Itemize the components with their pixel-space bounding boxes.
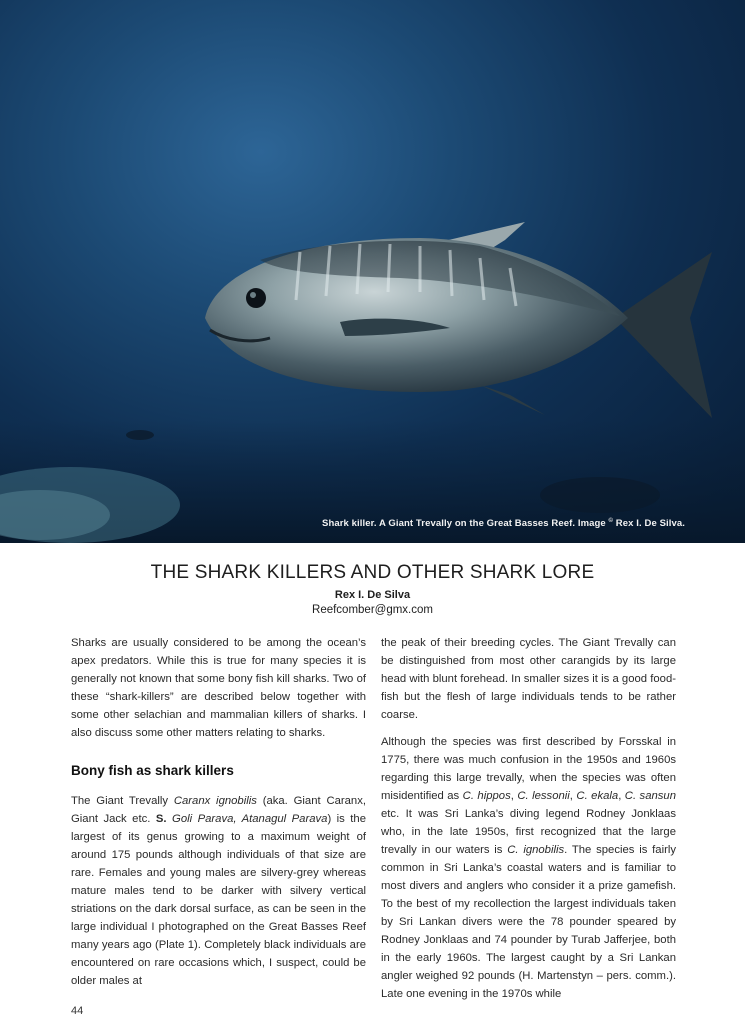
page-number: 44 bbox=[71, 1005, 84, 1017]
intro-paragraph: Sharks are usually considered to be among the ocean’s apex predators. While this is true for many species it is generally not known that some bony fish kill sharks. Two of these “shark-killers” are described below together with some other selachian and mammalian killers of sharks. I also discuss some other matters relating to sharks. bbox=[71, 637, 366, 739]
photo-caption: Shark killer. A Giant Trevally on the Great Basses Reef. Image © Rex I. De Silva. bbox=[322, 518, 685, 530]
trevally-paragraph: The Giant Trevally Caranx ignobilis (aka. Giant Caranx, Giant Jack etc. S. Goli Parava, Atanagul Parava) is the largest of its genus growing to a maximum weight of around 175 pounds although individuals of that size are rare. Females and young males are silvery-grey whereas mature males tend to be darker with silvery vertical striations on the dark dorsal surface, as can be seen in the large individual I photographed on the Great Basses Reef many years ago (Plate 1). Completely black individuals are encountered on rare occasions which, I suspect, could be older males at bbox=[71, 795, 367, 987]
author-email: Reefcomber@gmx.com bbox=[312, 604, 433, 616]
article-title: THE SHARK KILLERS AND OTHER SHARK LORE bbox=[150, 562, 595, 583]
right-column bbox=[381, 634, 676, 1003]
author-name: Rex I. De Silva bbox=[334, 589, 411, 601]
left-column bbox=[71, 634, 366, 990]
section-heading: Bony fish as shark killers bbox=[71, 763, 234, 778]
right-paragraph-2: Although the species was first described by Forsskal in 1775, there was much confusion in the 1950s and 1960s regarding this large trevally, when the species was often misidentified as C. hippos, C. lessonii, C. ekala, C. sansun etc. It was Sri Lanka’s diving legend Rodney Jonklaas who, in the late 1950s, first recognized that the large trevally in our waters is C. ignobilis. The species is fairly common in Sri Lanka’s coastal waters and is familiar to most divers and anglers who consider it a prize gamefish. To the best of my recollection the largest individuals taken by Sri Lankan divers were the 78 pounder speared by Rodney Jonklaas and 74 pounder by Turab Jafferjee, both in the early 1960s. The largest caught by a Sri Lankan angler weighed 92 pounds (H. Martenstyn – pers. comm.). Late one evening in the 1970s while bbox=[381, 736, 676, 1000]
right-paragraph-1: the peak of their breeding cycles. The Giant Trevally can be distinguished from most other carangids by its large head with blunt forehead. In smaller sizes it is a good food-fish but the flesh of large individuals tends to be rather coarse. bbox=[381, 637, 676, 721]
